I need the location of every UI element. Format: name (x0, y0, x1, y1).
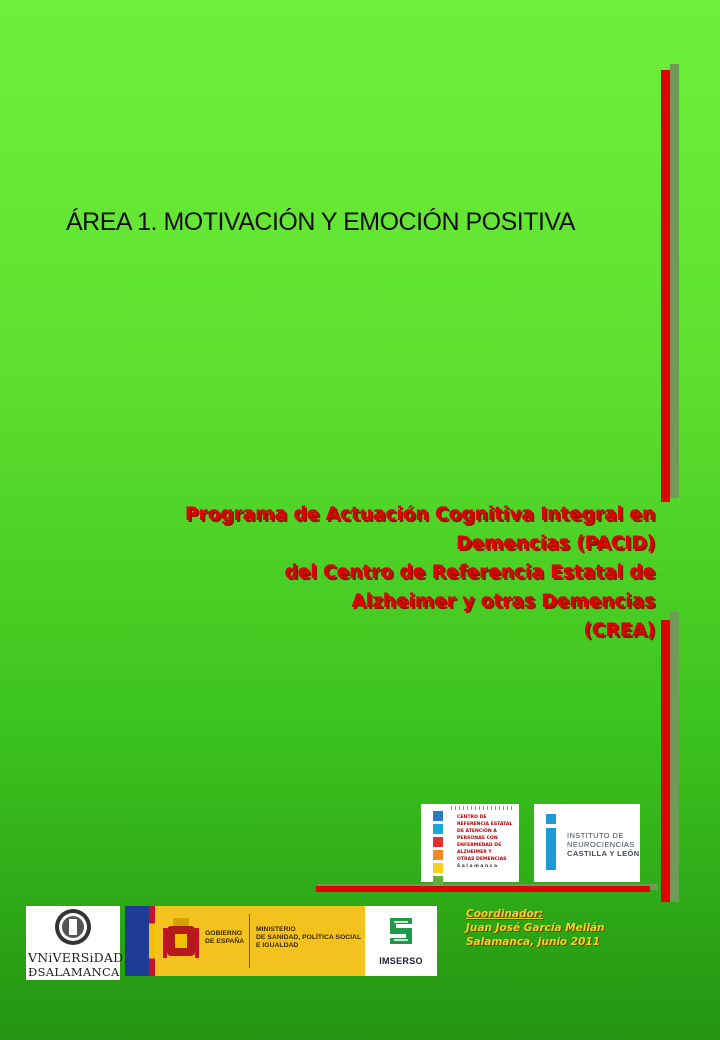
incyl-mark-icon (544, 814, 560, 870)
gobierno-line: GOBIERNO (205, 930, 243, 937)
ministerio-line: DE SANIDAD, POLÍTICA SOCIAL (256, 934, 362, 941)
coat-of-arms-icon (163, 918, 199, 964)
eu-flag-icon (125, 906, 149, 976)
program-title-line: Programa de Actuación Cognitiva Integral en (184, 504, 655, 525)
area-title: ÁREA 1. MOTIVACIÓN Y EMOCIÓN POSITIVA (66, 208, 575, 236)
top-vertical-bar-shadow (670, 64, 679, 498)
crea-logo-line: CENTRO DE (457, 815, 487, 820)
incyl-logo (534, 804, 640, 882)
crea-logo-line: DE ATENCIÓN A (457, 829, 497, 834)
coordinator-block (466, 907, 605, 949)
incyl-logo-line: CASTILLA Y LEÓN (567, 849, 640, 858)
top-vertical-red-bar (661, 70, 670, 502)
incyl-logo-line: NEUROCIENCIAS (567, 840, 635, 849)
crea-logo-line: ALZHEIMER Y (457, 850, 492, 855)
crea-logo (421, 804, 519, 882)
crea-logo-line: PERSONAS CON (457, 836, 498, 841)
program-title (100, 500, 655, 645)
gobierno-text (205, 930, 244, 946)
imserso-logo (365, 906, 437, 976)
crea-logo-line: ENFERMEDAD DE (457, 843, 502, 848)
spain-flag-icon (149, 906, 155, 976)
government-logo (125, 906, 437, 976)
crea-color-column-icon (427, 808, 449, 880)
crea-logo-line: Salamanca (457, 864, 499, 869)
gobierno-line: DE ESPAÑA (205, 938, 245, 945)
program-title-line: Demencias (PACID) (455, 533, 655, 554)
incyl-logo-text (567, 831, 640, 858)
bottom-vertical-bar-shadow (670, 612, 679, 902)
incyl-logo-line: INSTITUTO DE (567, 831, 624, 840)
program-title-line: Alzheimer y otras Demencias (351, 591, 655, 612)
crea-ruler-decoration (451, 806, 515, 810)
crea-logo-text (457, 814, 517, 870)
coordinator-heading: Coordinador: (466, 908, 544, 920)
coordinator-place-date: Salamanca, junio 2011 (466, 936, 601, 948)
ministerio-line: MINISTERIO (256, 926, 296, 933)
program-title-line: (CREA) (583, 620, 655, 641)
horizontal-red-bar (316, 886, 650, 892)
ministerio-text (256, 926, 361, 950)
bottom-vertical-red-bar (661, 620, 670, 902)
crea-logo-line: REFERENCIA ESTATAL (457, 822, 513, 827)
crea-logo-line: OTRAS DEMENCIAS (457, 857, 507, 862)
coordinator-name: Juan José García Meilán (466, 922, 605, 934)
ministerio-line: E IGUALDAD (256, 942, 299, 949)
program-title-line: del Centro de Referencia Estatal de (284, 562, 655, 583)
imserso-label: IMSERSO (379, 956, 423, 966)
imserso-symbol-icon (384, 914, 418, 948)
usal-seal-icon (54, 908, 92, 946)
usal-logo-line1: VNiVERSiDAD (28, 950, 124, 965)
government-logo-divider (249, 914, 250, 968)
usal-logo (26, 906, 124, 980)
usal-logo-line2: ÐSALAMANCA (28, 965, 120, 979)
